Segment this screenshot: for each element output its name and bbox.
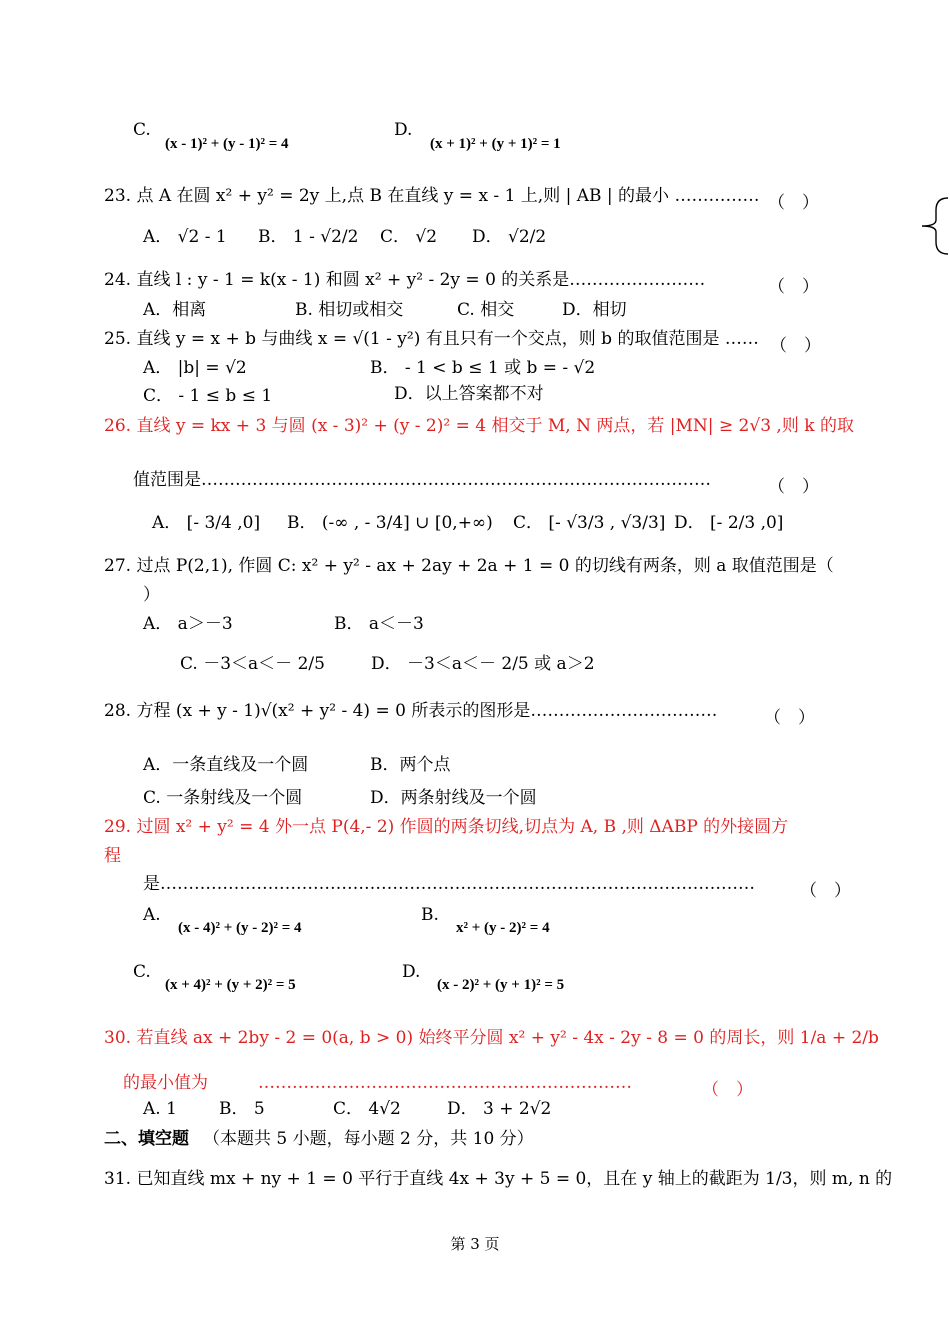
q30-option-c: C． 4√2 <box>333 1099 401 1119</box>
q29-c-expr: (x + 4)² + (y + 2)² = 5 <box>165 977 296 993</box>
q28-option-c: C. 一条射线及一个圆 <box>143 788 303 808</box>
q26-option-d: D． [- 2/3 ,0] <box>674 513 784 533</box>
q26-stem: 26. 直线 y = kx + 3 与圆 (x - 3)² + (y - 2)² = 4 相交于 M, N 两点，若 |MN| ≥ 2√3 ,则 k 的取 <box>104 416 854 436</box>
q29-stem-continued: 程 <box>104 846 121 866</box>
q23-option-a: A． √2 - 1 <box>143 227 227 247</box>
q25-option-c: C． - 1 ≤ b ≤ 1 <box>143 386 273 406</box>
q28-option-b: B．两个点 <box>370 755 451 775</box>
q29-b-expr: x² + (y - 2)² = 4 <box>456 920 550 936</box>
page-number: 第 3 页 <box>450 1235 500 1253</box>
section2-title: 二、填空题 <box>104 1129 189 1149</box>
q23-option-d: D． √2/2 <box>472 227 547 247</box>
q26-option-b: B． (-∞ , - 3/4] ∪ [0,+∞) <box>287 513 493 533</box>
q24-option-b: B. 相切或相交 <box>295 300 404 320</box>
q24-stem: 24. 直线 l : y - 1 = k(x - 1) 和圆 x² + y² - 2y = 0 的关系是…………………… <box>104 270 706 290</box>
q27-option-d: D． －3＜a＜－ 2/5 或 a＞2 <box>371 654 595 674</box>
q25-option-d: D．以上答案都不对 <box>394 384 544 404</box>
q26-option-a: A． [- 3/4 ,0] <box>152 513 261 533</box>
q23-paren: （ ） <box>768 193 819 213</box>
q30-stem-continued: 的最小值为 <box>123 1073 208 1093</box>
q29-b-label: B. <box>421 905 439 925</box>
q28-option-a: A．一条直线及一个圆 <box>143 755 309 775</box>
q29-d-expr: (x - 2)² + (y + 1)² = 5 <box>437 977 565 993</box>
q22-c-expr: (x - 1)² + (y - 1)² = 4 <box>165 136 289 152</box>
q30-option-a: A. 1 <box>143 1099 177 1119</box>
q27-stem: 27. 过点 P(2,1), 作圆 C: x² + y² - ax + 2ay + 2a + 1 = 0 的切线有两条，则 a 取值范围是（ <box>104 556 834 576</box>
q30-option-b: B． 5 <box>219 1099 265 1119</box>
margin-brace-icon <box>918 196 950 256</box>
q29-paren: （ ） <box>800 881 851 901</box>
q30-stem: 30. 若直线 ax + 2by - 2 = 0(a, b > 0) 始终平分圆 x² + y² - 4x - 2y - 8 = 0 的周长，则 1/a + 2/b <box>104 1028 879 1048</box>
q29-a-label: A. <box>143 905 161 925</box>
q31-stem: 31. 已知直线 mx + ny + 1 = 0 平行于直线 4x + 3y + 5 = 0，且在 y 轴上的截距为 1/3，则 m, n 的 <box>104 1169 893 1189</box>
q27-option-a: A． a＞－3 <box>143 614 233 634</box>
q27-option-b: B． a＜－3 <box>334 614 424 634</box>
q29-stem: 29. 过圆 x² + y² = 4 外一点 P(4,- 2) 作圆的两条切线,切点为 A, B ,则 ΔABP 的外接圆方 <box>104 817 789 837</box>
q22-c-label: C. <box>133 120 151 140</box>
q23-stem: 23. 点 A 在圆 x² + y² = 2y 上,点 B 在直线 y = x - 1 上,则 | AB | 的最小 …………… <box>104 186 760 206</box>
q28-paren: （ ） <box>764 708 815 728</box>
q26-paren: （ ） <box>768 477 819 497</box>
q23-option-c: C． √2 <box>380 227 438 247</box>
q25-stem: 25. 直线 y = x + b 与曲线 x = √(1 - y²) 有且只有一个交点，则 b 的取值范围是 …… <box>104 329 759 349</box>
q30-option-d: D． 3 + 2√2 <box>447 1099 552 1119</box>
q26-stem-continued: 值范围是……………………………………………………………………………… <box>133 470 711 490</box>
q25-option-b: B． - 1 < b ≤ 1 或 b = - √2 <box>370 358 596 378</box>
q30-paren: （ ） <box>702 1080 753 1100</box>
q22-d-label: D. <box>394 120 413 140</box>
q30-dots: ………………………………………………………… <box>258 1073 632 1093</box>
q28-option-d: D．两条射线及一个圆 <box>370 788 537 808</box>
q25-paren: （ ） <box>770 336 821 356</box>
q29-a-expr: (x - 4)² + (y - 2)² = 4 <box>178 920 302 936</box>
q26-option-c: C． [- √3/3 , √3/3] <box>513 513 666 533</box>
q22-d-expr: (x + 1)² + (y + 1)² = 1 <box>430 136 561 152</box>
q23-option-b: B． 1 - √2/2 <box>258 227 359 247</box>
q25-option-a: A． |b| = √2 <box>143 358 247 378</box>
q24-paren: （ ） <box>768 277 819 297</box>
q27-option-c: C. －3＜a＜－ 2/5 <box>180 654 325 674</box>
q24-option-c: C. 相交 <box>457 300 515 320</box>
q29-d-label: D. <box>402 962 421 982</box>
q29-stem-dots: 是…………………………………………………………………………………………… <box>143 874 755 894</box>
q24-option-d: D．相切 <box>562 300 627 320</box>
q29-c-label: C. <box>133 962 151 982</box>
section2-note: （本题共 5 小题，每小题 2 分，共 10 分） <box>203 1129 534 1149</box>
q28-stem: 28. 方程 (x + y - 1)√(x² + y² - 4) = 0 所表示的图形是…………………………… <box>104 701 718 721</box>
q24-option-a: A．相离 <box>143 300 207 320</box>
q27-stem-continued: ） <box>143 585 160 605</box>
